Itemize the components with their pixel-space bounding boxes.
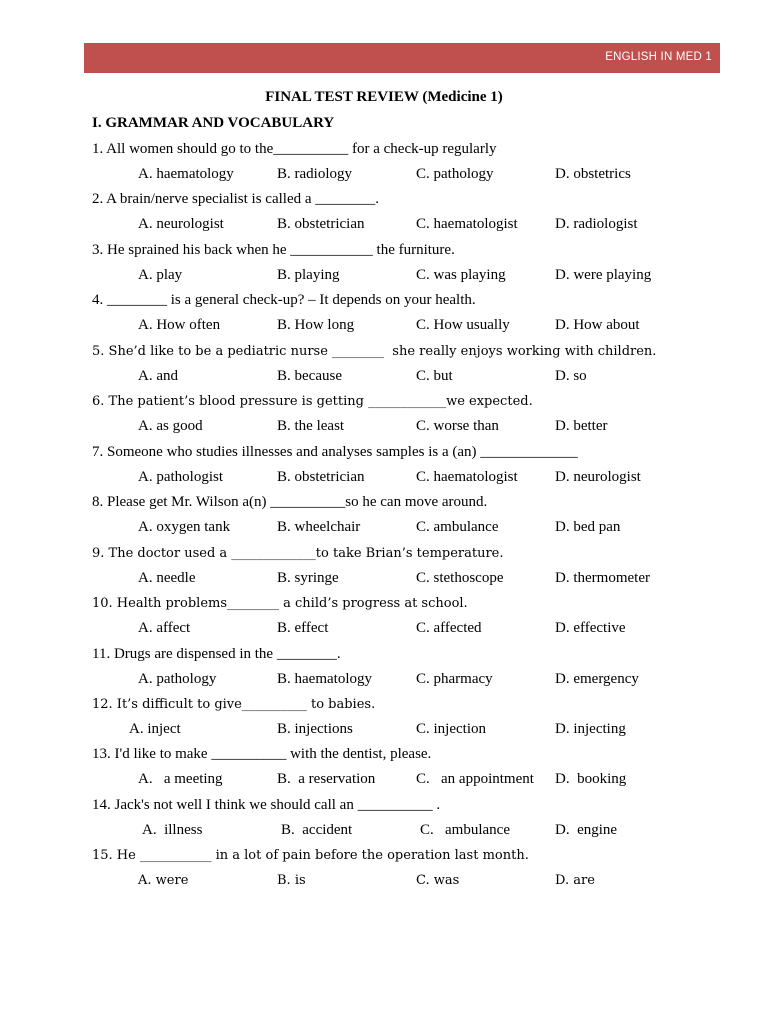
- answer-option-a: A. How often: [138, 317, 221, 334]
- answer-option-c: C. was: [416, 873, 460, 889]
- answer-option-b: B. wheelchair: [277, 519, 361, 536]
- question-item: [92, 545, 712, 595]
- answer-option-d: D. engine: [555, 821, 618, 838]
- answer-option-a: A. play: [138, 266, 183, 283]
- question-item: [92, 191, 712, 241]
- header-band: [84, 43, 720, 73]
- answer-option-b: B. a reservation: [277, 771, 376, 788]
- question-text: 2. A brain/nerve specialist is called a ________.: [92, 191, 380, 208]
- answer-option-d: D. booking: [555, 771, 627, 788]
- answer-option-c: C. haematologist: [416, 216, 518, 233]
- question-item: [92, 292, 712, 342]
- question-text: 4. ________ is a general check-up? – It depends on your health.: [92, 292, 476, 309]
- header-label: ENGLISH IN MED 1: [605, 51, 712, 63]
- answer-option-c: C. injection: [416, 720, 486, 737]
- answer-option-c: C. was playing: [416, 266, 506, 283]
- answer-option-d: D. neurologist: [555, 468, 641, 485]
- question-item: [92, 646, 712, 696]
- answer-option-b: B. obstetrician: [277, 216, 365, 233]
- answer-option-a: A. pathologist: [138, 468, 223, 485]
- question-text: 9. The doctor used a _____________to take Brian’s temperature.: [92, 545, 504, 561]
- answer-option-b: B. obstetrician: [277, 468, 365, 485]
- question-item: [92, 242, 712, 292]
- answer-option-b: B. playing: [277, 266, 340, 283]
- answer-option-a: A. needle: [138, 569, 196, 586]
- question-text: 11. Drugs are dispensed in the ________.: [92, 645, 341, 662]
- answer-option-d: D. How about: [555, 317, 640, 334]
- answer-option-c: C. ambulance: [420, 821, 510, 838]
- answer-option-a: A. oxygen tank: [138, 519, 231, 536]
- answer-option-d: D. effective: [555, 620, 626, 637]
- answer-option-a: A. illness: [142, 821, 203, 838]
- answer-option-d: D. thermometer: [555, 569, 650, 586]
- question-text: 14. Jack's not well I think we should call an __________ .: [92, 796, 441, 813]
- question-item: [92, 141, 712, 191]
- answer-option-b: B. accident: [281, 821, 353, 838]
- question-text: 5. She’d like to be a pediatric nurse ________ she really enjoys working with children.: [92, 343, 657, 359]
- question-item: [92, 746, 712, 796]
- question-text: 6. The patient’s blood pressure is getting ____________we expected.: [92, 394, 533, 410]
- answer-option-c: C. haematologist: [416, 468, 518, 485]
- answer-option-d: D. obstetrics: [555, 166, 631, 182]
- question-item: [92, 444, 712, 494]
- question-text: 3. He sprained his back when he ___________ the furniture.: [92, 241, 455, 258]
- answer-option-b: B. is: [277, 873, 306, 889]
- question-item: [92, 595, 712, 645]
- answer-option-b: B. syringe: [277, 569, 339, 586]
- answer-option-a: A. inject: [129, 720, 181, 737]
- document-title: FINAL TEST REVIEW (Medicine 1): [265, 89, 503, 105]
- answer-option-c: C. but: [416, 367, 453, 384]
- question-item: [92, 494, 712, 544]
- answer-option-d: D. so: [555, 367, 587, 384]
- answer-option-d: D. injecting: [555, 720, 626, 737]
- question-item: [92, 343, 712, 393]
- answer-option-a: A. as good: [138, 418, 203, 435]
- question-item: [92, 393, 712, 443]
- answer-option-b: B. injections: [277, 720, 353, 737]
- answer-option-a: A. pathology: [138, 670, 217, 687]
- question-item: [92, 797, 712, 847]
- question-item: [92, 847, 712, 897]
- answer-option-a: A. affect: [138, 620, 191, 637]
- answer-option-c: C. affected: [416, 620, 482, 637]
- answer-option-b: B. because: [277, 367, 342, 384]
- answer-option-a: A. and: [138, 367, 178, 384]
- answer-option-a: A. neurologist: [138, 216, 224, 233]
- answer-option-c: C. ambulance: [416, 519, 499, 536]
- answer-option-c: C. pharmacy: [416, 670, 493, 687]
- answer-option-d: D. were playing: [555, 266, 652, 283]
- answer-option-d: D. emergency: [555, 670, 639, 687]
- answer-option-c: C. worse than: [416, 418, 499, 435]
- question-text: 12. It’s difficult to give__________ to babies.: [92, 696, 376, 712]
- answer-option-d: D. bed pan: [555, 519, 621, 536]
- answer-option-a: A. were: [138, 873, 189, 889]
- question-text: 8. Please get Mr. Wilson a(n) __________so he can move around.: [92, 494, 488, 511]
- section-heading: I. GRAMMAR AND VOCABULARY: [92, 115, 335, 131]
- answer-option-d: D. better: [555, 418, 608, 435]
- answer-option-b: B. the least: [277, 418, 345, 435]
- answer-option-a: A. haematology: [138, 166, 234, 182]
- question-item: [92, 696, 712, 746]
- answer-option-b: B. haematology: [277, 670, 372, 687]
- answer-option-d: D. radiologist: [555, 216, 638, 233]
- answer-option-d: D. are: [555, 873, 595, 889]
- question-text: 7. Someone who studies illnesses and analyses samples is a (an) _____________: [92, 443, 578, 460]
- answer-option-c: C. stethoscope: [416, 569, 504, 586]
- answer-option-a: A. a meeting: [138, 771, 223, 788]
- answer-option-c: C. How usually: [416, 317, 510, 334]
- answer-option-b: B. How long: [277, 317, 355, 334]
- answer-option-c: C. an appointment: [416, 771, 534, 788]
- answer-option-b: B. radiology: [277, 166, 352, 182]
- question-text: 13. I'd like to make __________ with the dentist, please.: [92, 746, 432, 763]
- question-text: 10. Health problems________ a child’s progress at school.: [92, 596, 468, 612]
- answer-option-c: C. pathology: [416, 166, 494, 182]
- question-text: 15. He ___________ in a lot of pain before the operation last month.: [92, 848, 529, 864]
- answer-option-b: B. effect: [277, 620, 329, 637]
- question-text: 1. All women should go to the__________ for a check-up regularly: [92, 141, 497, 157]
